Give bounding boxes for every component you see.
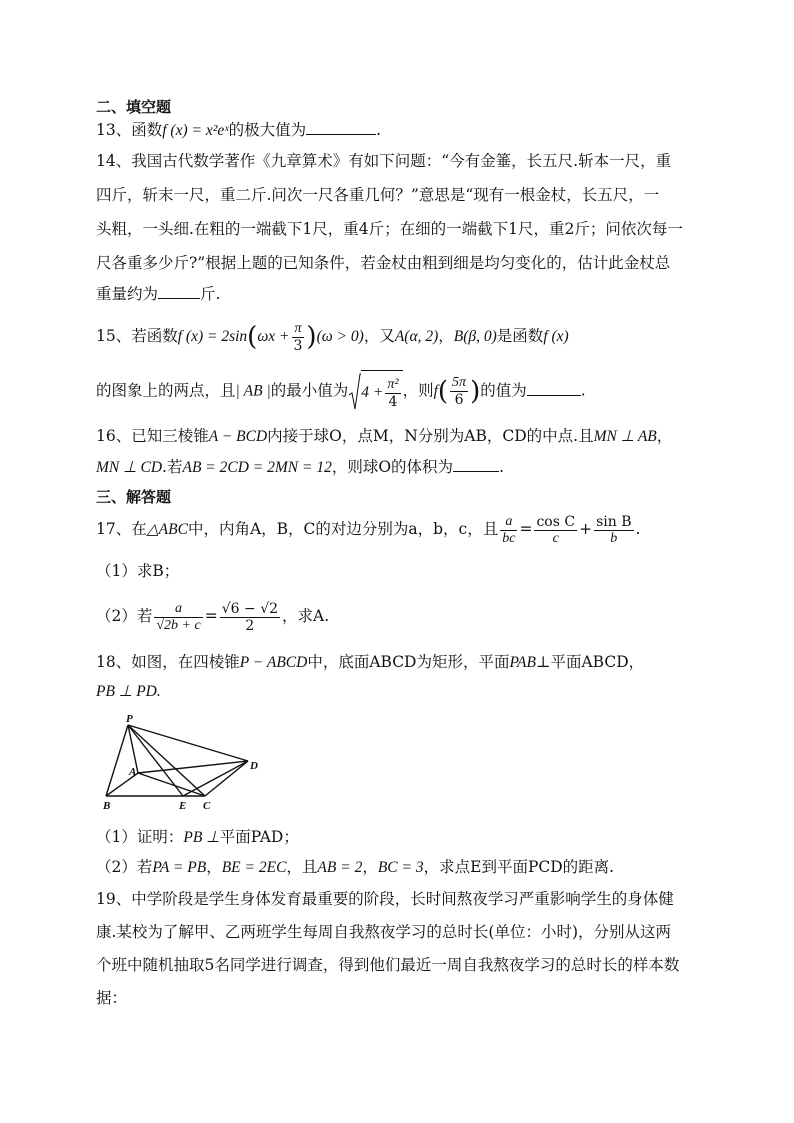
label-e: E	[179, 800, 187, 812]
question-13: 13、函数f (x) = x²eˣ的极大值为 .	[96, 118, 381, 142]
question-14-line-2: 四斤，斩末一尺，重二斤.问次一尺各重几何？”意思是“现有一根金杖，长五尺，一	[96, 186, 660, 204]
radical-sign-icon	[348, 373, 361, 411]
pyramid-figure	[100, 713, 270, 813]
label-d: D	[250, 760, 258, 772]
question-17: 17、在△ABC中，内角A，B，C的对边分别为a，b，c，且 $\frac{a}{bc}$ = $\frac{\text{cos C}}{c}$ + $\frac{\text{sin B}}{b}$ .	[96, 513, 641, 546]
question-18-part-2: （2）若PA = PB，BE = 2EC，且AB = 2，BC = 3，求点E到平面PCD的距离.	[96, 858, 615, 876]
fraction-5pi-over-6: $\frac{5\pi}{6}$	[452, 375, 467, 408]
sqrt-expression: 4 + $\frac{\text{π²}}{4}$	[348, 370, 402, 413]
question-14-line-4: 尺各重多少斤?”根据上题的已知条件，若金杖由粗到细是均匀变化的，估计此金杖总	[96, 254, 671, 272]
question-16-line-2: MN ⊥ CD.若AB = 2CD = 2MN = 12，则球O的体积为 .	[96, 455, 504, 479]
answer-blank	[453, 455, 499, 472]
question-15-line-1: 15、若函数f (x) = 2sin(ωx + $\frac{\pi}{3}$ )(ω > 0)，又A(α, 2)，B(β, 0)是函数f (x)	[96, 320, 569, 354]
label-p: P	[126, 713, 133, 725]
question-17-part-2: （2）若 $\frac{a}{√2b + c}$ = $\frac{√6 - √2}{2}$ ，求A.	[96, 600, 330, 634]
question-14-line-3: 头粗，一头细.在粗的一端截下1尺，重4斤；在细的一端截下1尺，重2斤；问依次每一	[96, 220, 683, 238]
question-15-line-2: 的图象上的两点，且| AB |的最小值为 4 + $\frac{\text{π²}}{4}$ ，则f( $\frac{5\pi}{6}$ )的值为 .	[96, 370, 586, 410]
question-19-line-4: 据：	[96, 989, 128, 1007]
question-14-line-5: 重量约为 斤.	[96, 282, 220, 305]
section-fill-blank: 二、填空题	[96, 98, 172, 116]
question-17-part-1: （1）求B；	[96, 562, 180, 580]
question-18-line-1: 18、如图，在四棱锥P − ABCD中，底面ABCD为矩形，平面PAB⊥平面ABCD，	[96, 653, 645, 671]
label-c: C	[203, 800, 211, 812]
question-18-part-1: （1）证明：PB ⊥平面PAD；	[96, 828, 299, 846]
answer-blank	[527, 379, 581, 396]
question-16-line-1: 16、已知三棱锥A − BCD内接于球O，点M，N分别为AB，CD的中点.且MN ⊥ AB，	[96, 427, 673, 445]
answer-blank	[158, 282, 200, 299]
label-b: B	[103, 800, 111, 812]
section-solve: 三、解答题	[96, 488, 172, 506]
question-14-line-1: 14、我国古代数学著作《九章算术》有如下问题：“今有金箠，长五尺.斩本一尺，重	[96, 152, 672, 170]
label-a: A	[129, 766, 137, 778]
fraction-pi-over-3: $\frac{\pi}{3}$	[293, 320, 303, 354]
question-19-line-1: 19、中学阶段是学生身体发育最重要的阶段，长时间熬夜学习严重影响学生的身体健	[96, 890, 674, 908]
q13-function: f (x) = x²eˣ	[162, 122, 229, 139]
answer-blank	[306, 118, 376, 135]
question-19-line-3: 个班中随机抽取5名同学进行调查，得到他们最近一周自我熬夜学习的总时长的样本数	[96, 956, 680, 974]
question-18-line-2: PB ⊥ PD.	[96, 683, 161, 700]
question-19-line-2: 康.某校为了解甲、乙两班学生每周自我熬夜学习的总时长(单位：小时)，分别从这两	[96, 923, 672, 941]
